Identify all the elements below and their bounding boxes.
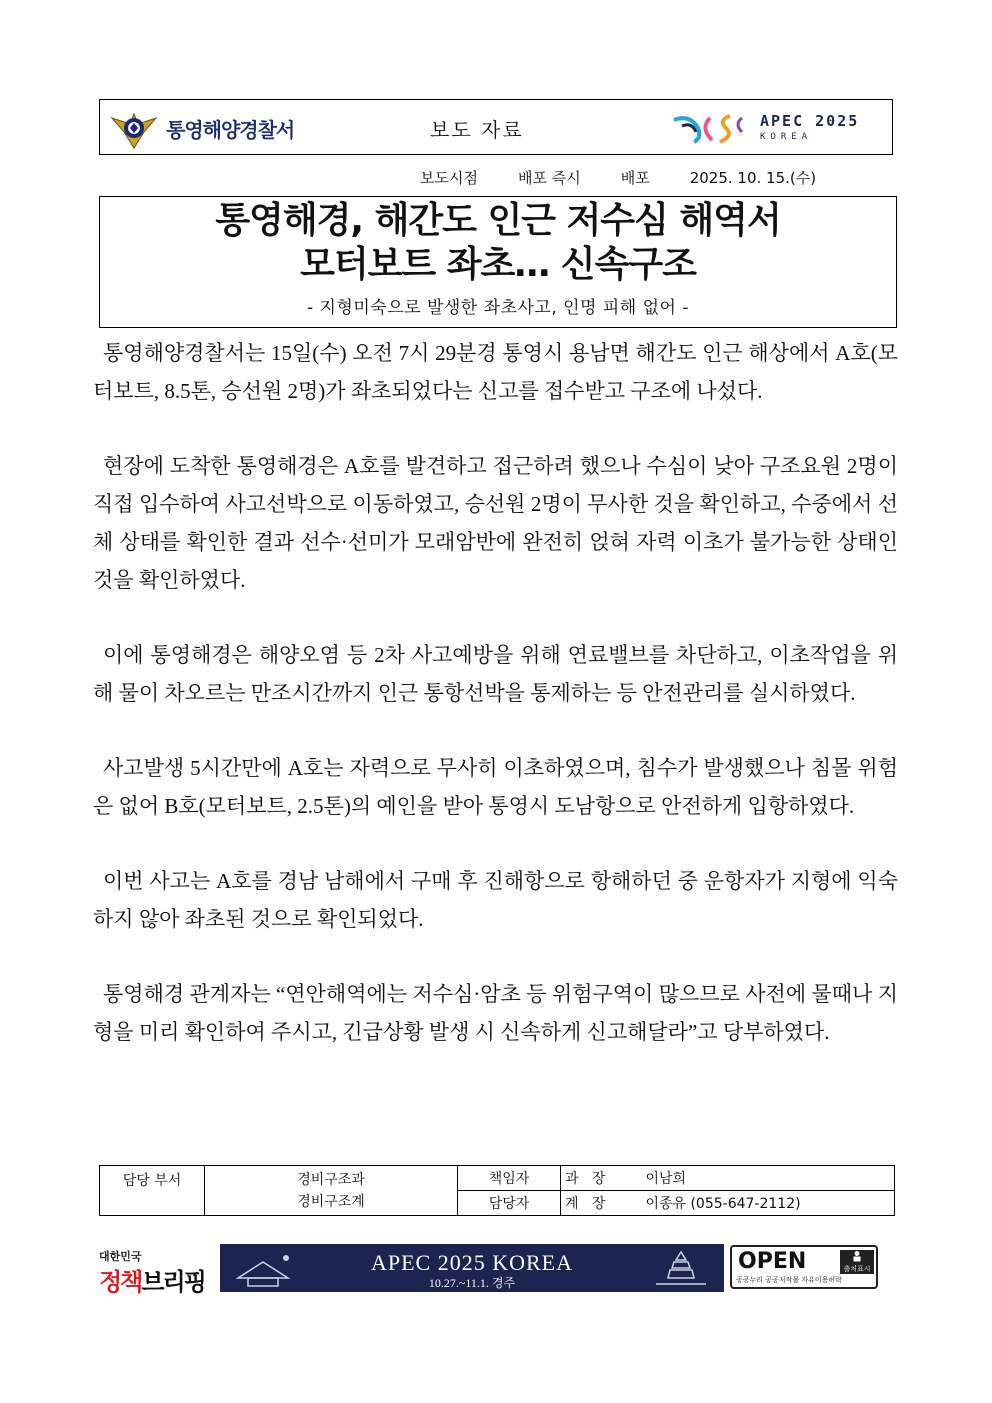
- release-row: [420, 167, 816, 188]
- briefing-part-2: 브리핑: [141, 1268, 205, 1296]
- header-box: [99, 99, 893, 155]
- apec-logo-sub: KOREA: [760, 132, 813, 142]
- paragraph: 현장에 도착한 통영해경은 A호를 발견하고 접근하려 했으나 수심이 낮아 구조요원 2명이 직접 입수하여 사고선박으로 이동하였고, 승선원 2명이 무사한 것을 확인하고, 수중에서 선체 상태를 확인한 결과 선수·선미가 모래암반에 완전히 얹혀 자력 이초가 불가능한 상태인 것을 확인하였다.: [93, 454, 898, 592]
- manager-label: 책임자: [458, 1166, 561, 1191]
- banner-title: APEC 2025 KOREA: [370, 1250, 573, 1275]
- paragraph: 통영해경 관계자는 “연안해역에는 저수심·암초 등 위험구역이 많으므로 사전에 물때나 지형을 미리 확인하여 주시고, 긴급상황 발생 시 신속하게 신고해달라”고 당부하였다.: [93, 982, 898, 1044]
- open-word: OPEN: [738, 1249, 807, 1274]
- doc-type: 보도 자료: [430, 118, 524, 142]
- org-name: 통영해양경찰서: [166, 118, 295, 142]
- paragraph: 통영해양경찰서는 15일(수) 오전 7시 29분경 통영시 용남면 해간도 인근 해상에서 A호(모터보트, 8.5톤, 승선원 2명)가 좌초되었다는 신고를 접수받고 구조에 나섰다.: [93, 341, 898, 403]
- footer: [99, 1242, 879, 1294]
- article-body: [93, 334, 898, 1051]
- banner-dates: 10.27.~11.1. 경주: [428, 1276, 516, 1290]
- apec-logo-text: APEC 2025: [760, 112, 860, 130]
- paragraph: 사고발생 5시간만에 A호는 자력으로 무사히 이초하였으며, 침수가 발생했으나 침몰 위험은 없어 B호(모터보트, 2.5톤)의 예인을 받아 통영시 도남항으로 안전하게 입항하였다.: [93, 756, 898, 818]
- contact-table: [99, 1165, 895, 1216]
- release-time-label: 보도시점: [420, 169, 478, 187]
- release-time-value: 배포 즉시: [517, 169, 581, 187]
- dept-unit-2: 경비구조계: [297, 1193, 365, 1210]
- staff-label: 담당자: [458, 1191, 561, 1216]
- palace-illustration-icon: [228, 1248, 298, 1288]
- pagoda-illustration-icon: [646, 1248, 716, 1288]
- attribution-badge-label: 출처표시: [843, 1265, 871, 1273]
- policy-briefing-logo: [99, 1262, 205, 1297]
- apec-swoosh-icon: [672, 110, 752, 146]
- subtitle: - 지형미숙으로 발생한 좌초사고, 인명 피해 없어 -: [306, 298, 690, 318]
- apec-banner: [220, 1244, 724, 1292]
- paragraph: 이에 통영해경은 해양오염 등 2차 사고예방을 위해 연료밸브를 차단하고, 이초작업을 위해 물이 차오르는 만조시간까지 인근 통항선박을 통제하는 등 안전관리를 실시하였다.: [93, 643, 898, 705]
- release-date-value: 2025. 10. 15.(수): [689, 169, 817, 187]
- dept-label: 담당 부서: [100, 1166, 205, 1216]
- title-line-2: 모터보트 좌초… 신속구조: [300, 244, 696, 285]
- person-icon: [851, 1250, 863, 1262]
- staff-name: 계 장 이종유 (055-647-2112): [561, 1191, 895, 1216]
- attribution-badge: [840, 1250, 874, 1274]
- open-sub: 공공누리 공공저작물 자유이용허락: [736, 1276, 842, 1284]
- paragraph: 이번 사고는 A호를 경남 남해에서 구매 후 진해항으로 항해하던 중 운항자가 지형에 익숙하지 않아 좌초된 것으로 확인되었다.: [93, 869, 898, 931]
- kogl-open-license: [730, 1245, 878, 1289]
- briefing-part-1: 정책: [99, 1268, 142, 1296]
- coast-guard-emblem-icon: [110, 106, 158, 150]
- release-date-label: 배포: [620, 169, 650, 187]
- dept-units: [205, 1166, 458, 1216]
- korea-label: 대한민국: [99, 1250, 142, 1263]
- title-line-1: 통영해경, 해간도 인근 저수심 해역서: [215, 200, 781, 241]
- dept-unit-1: 경비구조과: [297, 1171, 365, 1188]
- title-box: [99, 196, 897, 328]
- manager-name: 과 장 이남희: [561, 1166, 895, 1191]
